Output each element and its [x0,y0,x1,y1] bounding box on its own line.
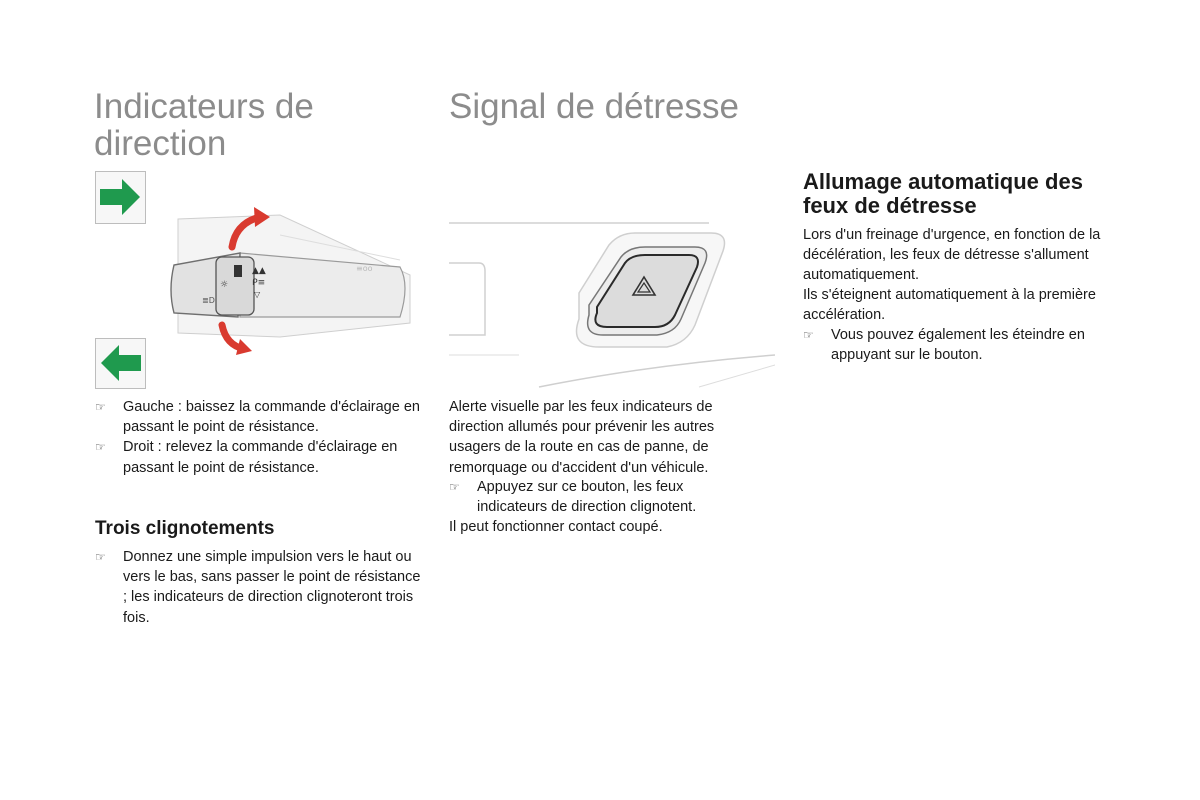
lighting-stalk-image [160,205,412,355]
arrow-right-icon [96,172,145,223]
subtitle-trois-clignotements: Trois clignotements [95,518,275,539]
list-item [449,477,749,517]
bullet-text: Donnez une simple impulsion vers le haut ou vers le bas, sans passer le point de résistance ; les indicateurs de direction clignoteront trois fois. [123,549,421,626]
svg-text:▽: ▽ [254,290,261,299]
list-item [95,397,425,437]
stalk-illustration [160,205,412,355]
three-flash-instructions [95,547,425,628]
dashboard-hazard-image [449,215,775,390]
title-signal-detresse: Signal de détresse [449,87,739,126]
svg-text:≣D: ≣D [202,296,215,305]
turn-left-indicator [95,338,146,389]
turn-right-indicator [95,171,146,224]
indicator-instructions [95,397,425,478]
list-item [95,437,425,477]
auto-hazard-off-note: Ils s'éteignent automatiquement à la première accélération. [803,287,1096,324]
hazard-instructions [449,477,749,517]
svg-text:☼: ☼ [220,280,229,290]
bullet-text: Vous pouvez également les éteindre en appuyant sur le bouton. [831,327,1085,364]
title-indicateurs: Indicateurs de direction [94,87,314,163]
pointing-hand-icon: ☞ [449,480,460,494]
svg-text:≡oo: ≡oo [356,264,373,273]
hazard-note: Il peut fonctionner contact coupé. [449,519,663,535]
svg-text:▲▲: ▲▲ [252,266,266,276]
auto-hazard-instructions [803,325,1113,365]
pointing-hand-icon: ☞ [803,328,814,342]
auto-hazard-description: Lors d'un freinage d'urgence, en fonction de la décélération, les feux de détresse s'allument automatiquement. [803,227,1101,284]
hazard-description: Alerte visuelle par les feux indicateurs de direction allumés pour prévenir les autres usagers de la route en cas de panne, de remorquage ou d'accident d'un véhicule. [449,399,715,476]
bullet-text: Gauche : baissez la commande d'éclairage en passant le point de résistance. [123,399,420,436]
pointing-hand-icon: ☞ [95,400,106,414]
bullet-text: Droit : relevez la commande d'éclairage en passant le point de résistance. [123,439,398,476]
list-item [95,547,425,628]
svg-text:ᑭ≡: ᑭ≡ [252,278,266,288]
pointing-hand-icon: ☞ [95,550,106,564]
pointing-hand-icon: ☞ [95,440,106,455]
title-allumage-automatique: Allumage automatique des feux de détresse [803,169,1083,218]
hazard-button-illustration [449,215,775,390]
arrow-left-icon [96,339,145,388]
list-item [803,325,1113,365]
bullet-text: Appuyez sur ce bouton, les feux indicateurs de direction clignotent. [477,479,697,516]
